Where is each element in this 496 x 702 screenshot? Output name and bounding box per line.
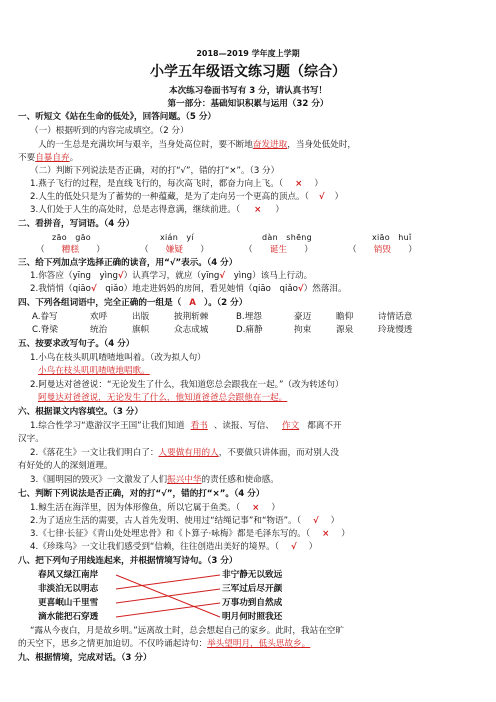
poem-right-3: 万事功到自然成	[222, 598, 283, 608]
answer-word: 销毁	[373, 245, 391, 255]
paren-close: ）	[341, 529, 350, 539]
q6-text: 都离不开	[307, 421, 342, 431]
check-mark: √	[297, 284, 304, 294]
judge-mark: √	[312, 516, 319, 526]
answer-box-2: （ 嫌疑 ）	[140, 245, 209, 255]
q1-answer-1: 奋发进取	[252, 140, 288, 150]
judge-mark: ×	[252, 503, 260, 513]
q5-title: 五、按要求改写句子。（4 分）	[18, 339, 135, 349]
poem-right-1: 非宁静无以致远	[222, 570, 283, 580]
poem-left-3: 更喜岷山千里雪	[38, 598, 99, 608]
q1-answer-2: 自暴自弃	[35, 153, 70, 163]
poem-left-2: 非淡泊无以明志	[38, 584, 99, 594]
judge-mark: √	[290, 542, 297, 552]
q5-sentence-2: 2.阿曼达对爸爸说：“无论发生了什么，我知道您总会跟我在一起。”（改为转述句）	[30, 380, 344, 390]
option-word: B.埋怨	[236, 312, 262, 322]
q6-answer: 看书	[190, 421, 208, 431]
q6-title: 六、根据课文内容填空。（3 分）	[18, 407, 143, 417]
paren-close: ）	[330, 516, 340, 526]
option-word: 玲珑慢透	[378, 325, 413, 335]
judge-mark: ×	[254, 205, 262, 215]
option-word: 瞻仰	[336, 312, 354, 322]
q6-text: 2.《落花生》一文让我们明白了：	[30, 448, 159, 458]
q6-answer: 人要做有用的人	[158, 448, 219, 458]
option-word: 豪迈	[294, 312, 312, 322]
answer-word: 诞生	[269, 245, 287, 255]
q3-text: 2.我悄悄（qiāo	[30, 284, 91, 294]
q6-answer: 振兴中华	[167, 475, 202, 485]
q2-title: 二、看拼音，写词语。（4 分）	[18, 219, 135, 229]
option-word: 统治	[90, 325, 108, 335]
option-word: 欢呼	[90, 312, 108, 322]
option-word: 众志成城	[174, 325, 209, 335]
page-title: 小学五年级语文练习题（综合）	[150, 64, 346, 80]
judge-text: 1.鲸生活在海洋里，因为体形像鱼，所以它属于鱼类。（	[30, 503, 241, 513]
q1-title: 一、听短文《站在生命的低处》，回答问题。（5 分）	[18, 112, 217, 122]
q6-text: 、读报、写信、	[213, 421, 274, 431]
q1-fill-text: 不要	[18, 153, 36, 163]
q1-sub1: （一）根据听到的内容完成填空。（2 分）	[30, 126, 189, 136]
q1-sub2: （二）判断下列说法是否正确，对的打“√”，错的打“×”。（3 分）	[30, 166, 280, 176]
match-line	[116, 603, 220, 617]
q6-text: 3.《圆明园的毁灭》一文激发了人们	[30, 475, 168, 485]
answer-word: 嫌疑	[165, 245, 183, 255]
pinyin-3: dàn shēng	[262, 233, 313, 242]
q6-text: ，不要做只讲体面，而对别人没	[218, 448, 340, 458]
q5-sentence-1: 1.小鸟在枝头叽叽喳喳地叫着。（改为拟人句）	[30, 353, 206, 363]
option-word: 出版	[132, 312, 150, 322]
school-year: 2018—2019 学年度上学期	[196, 49, 300, 58]
part-one-heading: 第一部分：基础知识积累与运用（32 分）	[167, 99, 329, 109]
q3-text: ）认真学习，就应（yīng	[123, 271, 220, 281]
writing-note: 本次练习卷面书写有 3 分，请认真书写！	[168, 86, 328, 96]
q8-paragraph-1: “露从今夜白，月是故乡明。”远离故土时，总会想起自己的家乡。此时，我站在空旷	[30, 626, 344, 636]
q1-fill-text: ，当身处低处时，	[287, 140, 357, 150]
poem-left-1: 春风又绿江南岸	[38, 570, 99, 580]
pinyin-4: xiāo huǐ	[372, 233, 412, 242]
judge-mark: √	[318, 192, 325, 202]
option-word: 披荆斩棘	[174, 312, 209, 322]
option-word: 旗帜	[132, 325, 150, 335]
q8-paragraph-2	[18, 639, 310, 650]
paren-close: ）	[314, 179, 323, 189]
judge-mark: ×	[322, 529, 330, 539]
poem-left-4: 滴水能把石穿透	[38, 612, 99, 622]
poem-right-2: 三军过后尽开颜	[222, 584, 283, 594]
q3-text: 1.你答应（yīng yìng	[30, 271, 118, 281]
answer-word: 糟糕	[61, 245, 79, 255]
paren-close: ）	[271, 503, 280, 513]
q4-title-text: 四、下列各组词语中，完全正确的一组是（	[18, 298, 182, 308]
q9-title: 九、根据情境，完成对话。（3 分）	[18, 653, 152, 663]
q8-answer: 举头望明月，低头思故乡。	[207, 639, 311, 649]
q1-fill-text: 。	[69, 153, 79, 163]
q4-title-text: ）。（2 分）	[203, 298, 248, 308]
q7-title: 七、判断下列说法是否正确，对的打“√”，错的打“×”。（4 分）	[18, 489, 265, 499]
q5-answer-1: 小鸟在枝头叽叽喳喳地唱歌。	[38, 366, 150, 376]
check-mark: √	[90, 284, 97, 294]
judge-mark: ×	[295, 179, 303, 189]
answer-box-3: （ 诞生 ）	[244, 245, 313, 255]
option-word: A.眷写	[32, 312, 58, 322]
paren-close: ）	[275, 205, 284, 215]
q6-line-2b: 有好处的人的深刻道理。	[18, 461, 113, 471]
check-mark: √	[219, 271, 226, 281]
option-word: 拘束	[294, 325, 312, 335]
judge-text: 2.人生的低处只是为了蓄势的一种蕴藏，是为了走向另一个更高的顶点。（	[30, 192, 309, 202]
paren-close: ）	[308, 542, 318, 552]
judge-text: 3.《七律·长征》《青山处处埋忠骨》和《卜算子·咏梅》都是毛泽东写的。（	[30, 529, 311, 539]
match-line	[116, 575, 220, 589]
q3-text: ）然落泪。	[303, 284, 347, 294]
q6-text: 的责任感和使命感。	[201, 475, 279, 485]
match-line	[116, 589, 220, 603]
judge-text: 3.人们处于人生的高处时，总是志得意满，继续前进。（	[30, 205, 241, 215]
pinyin-2: xián yí	[160, 233, 194, 242]
judge-text: 2.为了适应生活的需要，古人首先发明、使用过“结绳记事”和“物语”。（	[30, 516, 301, 526]
option-word: 诗情话意	[378, 312, 413, 322]
paren-close: ）	[334, 192, 344, 202]
q3-text: qiǎo）地走进妈妈的房间，看见她悄（qiāo qiǎo	[96, 284, 298, 294]
q6-line-1b: 汉字。	[18, 434, 44, 444]
q8-text: 的天空下，思乡之情更加迫切。不仅吟诵起诗句：	[18, 639, 208, 649]
q4-answer: A	[189, 298, 196, 308]
q6-answer: 作文	[281, 421, 300, 431]
q8-title: 八、把下列句子用线连起来，并根据情境写诗句。（3 分）	[18, 556, 238, 566]
option-word: 源泉	[336, 325, 354, 335]
q3-title: 三、给下列加点字选择正确的读音，用“√”表示。（4 分）	[18, 258, 238, 268]
option-word: D.痛静	[236, 325, 263, 335]
answer-box-4: （ 销毁 ）	[348, 245, 417, 255]
q3-text: yìng）该马上行动。	[225, 271, 313, 281]
pinyin-1: zāo gāo	[52, 233, 91, 242]
check-mark: √	[117, 271, 124, 281]
judge-text: 1.燕子飞行的过程，是直线飞行的，每次高飞时，都奋力向上飞。（	[30, 179, 284, 189]
answer-box-1: （ 糟糕 ）	[36, 245, 105, 255]
q5-answer-2: 阿曼达对爸爸说，无论发生了什么，他知道爸爸总会跟他在一起。	[38, 393, 288, 403]
q1-fill-text: 人的一生总是充满坎坷与艰辛，当身处高位时，要不断地	[38, 140, 253, 150]
poem-right-4: 明月何时照我还	[222, 612, 283, 622]
judge-text: 4.《珍珠鸟》一文让我们感受到“信赖，往往创造出美好的境界。（	[30, 542, 279, 552]
option-word: C.脊梁	[32, 325, 58, 335]
q6-text: 1.综合性学习“遨游汉字王国”让我们知道	[30, 421, 185, 431]
